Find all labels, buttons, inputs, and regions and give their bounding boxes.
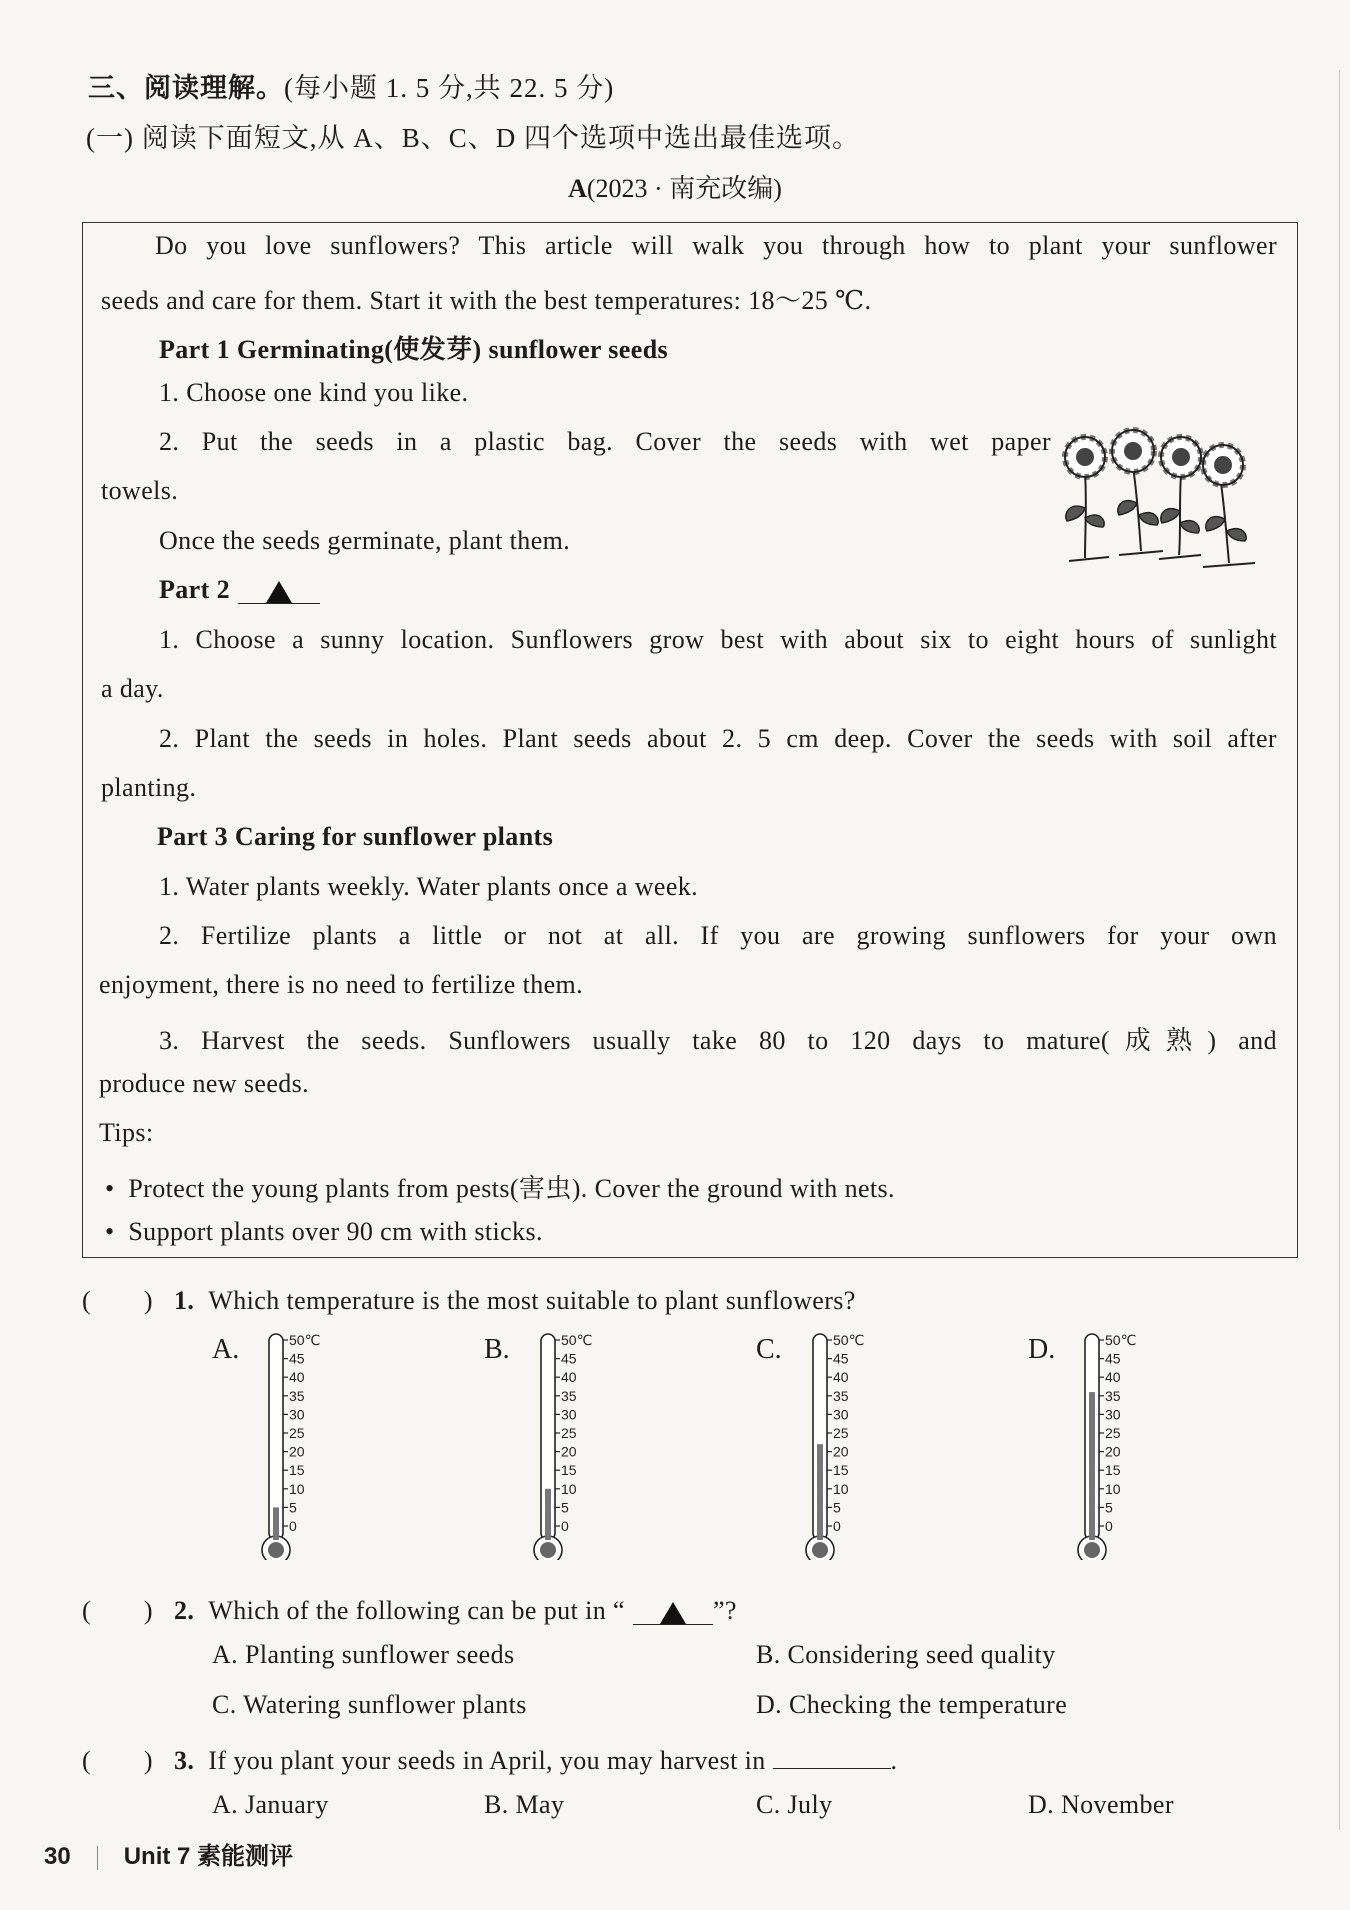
thermometer-option-a[interactable] <box>212 1330 352 1560</box>
tip-text-2: Support plants over 90 cm with sticks. <box>128 1217 543 1246</box>
part3-step3-line1: 3. Harvest the seeds. Sunflowers usually take 80 to 120 days to mature(成熟) and <box>159 1026 1277 1055</box>
thermometer-icon <box>524 1330 634 1560</box>
scale-tick-label: 20 <box>833 1443 849 1460</box>
scale-tick-label: 45 <box>561 1350 577 1367</box>
scale-tick-label: 20 <box>561 1443 577 1460</box>
q3-option-c[interactable]: C. July <box>756 1790 833 1819</box>
sunflowers-illustration <box>1059 423 1265 573</box>
part3-step2-line2: enjoyment, there is no need to fertilize them. <box>99 970 584 999</box>
scale-tick-label: 40 <box>289 1369 305 1386</box>
thermometer-icon <box>796 1330 906 1560</box>
part1-step2-line1: 2. Put the seeds in a plastic bag. Cover the seeds with wet paper <box>159 427 1051 456</box>
scale-tick-label: 15 <box>833 1462 849 1479</box>
scale-tick-label: 40 <box>1105 1369 1121 1386</box>
question-1 <box>82 1280 856 1317</box>
scale-tick-label: 50℃ <box>561 1332 593 1348</box>
part1-heading: Part 1 Germinating(使发芽) sunflower seeds <box>159 335 669 364</box>
thermometer-icon <box>252 1330 362 1560</box>
unit-label: Unit 7 素能测评 <box>123 1843 294 1870</box>
scale-tick-label: 30 <box>289 1406 305 1423</box>
thermometer-option-c[interactable] <box>756 1330 896 1560</box>
scale-tick-label: 10 <box>561 1480 577 1497</box>
scale-tick-label: 35 <box>561 1387 577 1404</box>
question-number-1: 1. <box>174 1286 195 1315</box>
question-number-3: 3. <box>174 1746 195 1775</box>
section-title-text: 三、阅读理解。 <box>88 73 284 103</box>
scale-tick-label: 45 <box>833 1350 849 1367</box>
part2-step2-line1: 2. Plant the seeds in holes. Plant seeds about 2. 5 cm deep. Cover the seeds with soil after <box>159 724 1277 753</box>
question-3-blank[interactable] <box>773 1744 891 1769</box>
scale-tick-label: 20 <box>1105 1443 1121 1460</box>
q2-option-d[interactable]: D. Checking the temperature <box>756 1690 1068 1719</box>
q2-option-c[interactable]: C. Watering sunflower plants <box>212 1690 527 1719</box>
scale-tick-label: 35 <box>289 1387 305 1404</box>
q2-option-a[interactable]: A. Planting sunflower seeds <box>212 1640 515 1669</box>
thermometer-bulb-fill <box>812 1542 828 1558</box>
scale-tick-label: 50℃ <box>1105 1332 1137 1348</box>
thermometer-bulb-fill <box>268 1542 284 1558</box>
intro-line-2: seeds and care for them. Start it with the best temperatures: 18～25 ℃. <box>101 286 872 315</box>
option-letter: A. <box>212 1334 240 1365</box>
bullet-icon: • <box>105 1174 129 1203</box>
part2-step1-line2: a day. <box>101 674 164 703</box>
page-number: 30 <box>44 1843 71 1870</box>
mercury-column <box>817 1444 823 1540</box>
part1-step2-line2: towels. <box>101 476 179 505</box>
option-letter: B. <box>484 1334 510 1365</box>
scale-tick-label: 10 <box>833 1480 849 1497</box>
part1-step1: 1. Choose one kind you like. <box>159 378 469 407</box>
thermometer-bulb-fill <box>1084 1542 1100 1558</box>
thermometer-bulb-fill <box>540 1542 556 1558</box>
scale-tick-label: 25 <box>1105 1425 1121 1441</box>
scale-tick-label: 0 <box>1105 1518 1113 1534</box>
tip-text-1: Protect the young plants from pests(害虫). Cover the ground with nets. <box>128 1174 895 1203</box>
scale-tick-label: 0 <box>289 1518 297 1534</box>
question-2-blank <box>633 1596 713 1625</box>
page-footer <box>44 1836 293 1871</box>
scale-tick-label: 30 <box>833 1406 849 1423</box>
answer-paren-3[interactable]: ( ) <box>82 1746 153 1775</box>
bullet-icon: • <box>105 1217 129 1246</box>
mercury-column <box>273 1507 279 1540</box>
question-2 <box>82 1590 737 1627</box>
part3-step1: 1. Water plants weekly. Water plants once a week. <box>159 872 699 901</box>
question-text-3-end: . <box>890 1746 898 1775</box>
scale-tick-label: 50℃ <box>833 1332 865 1348</box>
part3-step3-line2: produce new seeds. <box>99 1069 310 1098</box>
scale-tick-label: 30 <box>561 1406 577 1423</box>
question-number-2: 2. <box>174 1596 195 1625</box>
passage-letter: A <box>568 174 587 203</box>
section-title <box>88 66 614 105</box>
scale-tick-label: 5 <box>833 1499 841 1516</box>
part2-step1-line1: 1. Choose a sunny location. Sunflowers grow best with about six to eight hours of sunlight <box>159 625 1277 654</box>
mercury-column <box>545 1489 551 1540</box>
scale-tick-label: 35 <box>1105 1387 1121 1404</box>
scale-tick-label: 5 <box>1105 1499 1113 1516</box>
part2-heading-text: Part 2 <box>159 575 230 604</box>
scale-tick-label: 30 <box>1105 1406 1121 1423</box>
scale-tick-label: 15 <box>561 1462 577 1479</box>
scale-tick-label: 25 <box>289 1425 305 1441</box>
scale-tick-label: 5 <box>561 1499 569 1516</box>
tip-item-2 <box>105 1217 543 1247</box>
scale-tick-label: 25 <box>561 1425 577 1441</box>
option-letter: C. <box>756 1334 782 1365</box>
scale-tick-label: 20 <box>289 1443 305 1460</box>
passage-box <box>82 222 1298 1258</box>
answer-paren-1[interactable]: ( ) <box>82 1286 153 1315</box>
question-text-3: If you plant your seeds in April, you may harvest in <box>208 1746 766 1775</box>
q3-option-d[interactable]: D. November <box>1028 1790 1174 1819</box>
scale-tick-label: 40 <box>833 1369 849 1386</box>
triangle-icon <box>266 581 292 603</box>
scale-tick-label: 25 <box>833 1425 849 1441</box>
thermometer-icon <box>1068 1330 1178 1560</box>
scale-tick-label: 15 <box>289 1462 305 1479</box>
scale-tick-label: 35 <box>833 1387 849 1404</box>
intro-line-1: Do you love sunflowers? This article will walk you through how to plant your sunflower <box>155 231 1277 260</box>
question-3 <box>82 1740 897 1777</box>
page-edge-line <box>1339 70 1340 1830</box>
question-text-1: Which temperature is the most suitable to plant sunflowers? <box>208 1286 856 1315</box>
part3-step2-line1: 2. Fertilize plants a little or not at all. If you are growing sunflowers for your own <box>159 921 1277 950</box>
q2-option-b[interactable]: B. Considering seed quality <box>756 1640 1056 1669</box>
scale-tick-label: 0 <box>833 1518 841 1534</box>
option-letter: D. <box>1028 1334 1056 1365</box>
thermometer-option-b[interactable] <box>484 1330 624 1560</box>
scale-tick-label: 50℃ <box>289 1332 321 1348</box>
scale-tick-label: 15 <box>1105 1462 1121 1479</box>
scale-tick-label: 0 <box>561 1518 569 1534</box>
scale-tick-label: 10 <box>289 1480 305 1497</box>
scale-tick-label: 5 <box>289 1499 297 1516</box>
tip-item-1 <box>105 1168 895 1205</box>
mercury-column <box>1089 1392 1095 1540</box>
passage-label <box>0 168 1350 205</box>
part2-blank <box>238 575 320 604</box>
section-instructions: (一) 阅读下面短文,从 A、B、C、D 四个选项中选出最佳选项。 <box>86 123 860 153</box>
footer-divider <box>97 1846 98 1870</box>
tips-heading: Tips: <box>99 1118 154 1147</box>
thermometer-option-d[interactable] <box>1028 1330 1168 1560</box>
q3-option-a[interactable]: A. January <box>212 1790 329 1819</box>
answer-paren-2[interactable]: ( ) <box>82 1596 153 1625</box>
question-text-2a: Which of the following can be put in “ <box>208 1596 625 1625</box>
scale-tick-label: 40 <box>561 1369 577 1386</box>
passage-source: (2023 · 南充改编) <box>586 174 782 203</box>
part2-heading <box>159 575 320 605</box>
scale-tick-label: 45 <box>1105 1350 1121 1367</box>
scale-tick-label: 10 <box>1105 1480 1121 1497</box>
section-points: (每小题 1. 5 分,共 22. 5 分) <box>284 73 615 103</box>
triangle-icon <box>660 1602 686 1624</box>
part1-note: Once the seeds germinate, plant them. <box>159 526 571 555</box>
part2-step2-line2: planting. <box>101 773 197 802</box>
scale-tick-label: 45 <box>289 1350 305 1367</box>
q3-option-b[interactable]: B. May <box>484 1790 565 1819</box>
question-text-2b: ”? <box>712 1596 737 1625</box>
part3-heading: Part 3 Caring for sunflower plants <box>157 822 554 851</box>
